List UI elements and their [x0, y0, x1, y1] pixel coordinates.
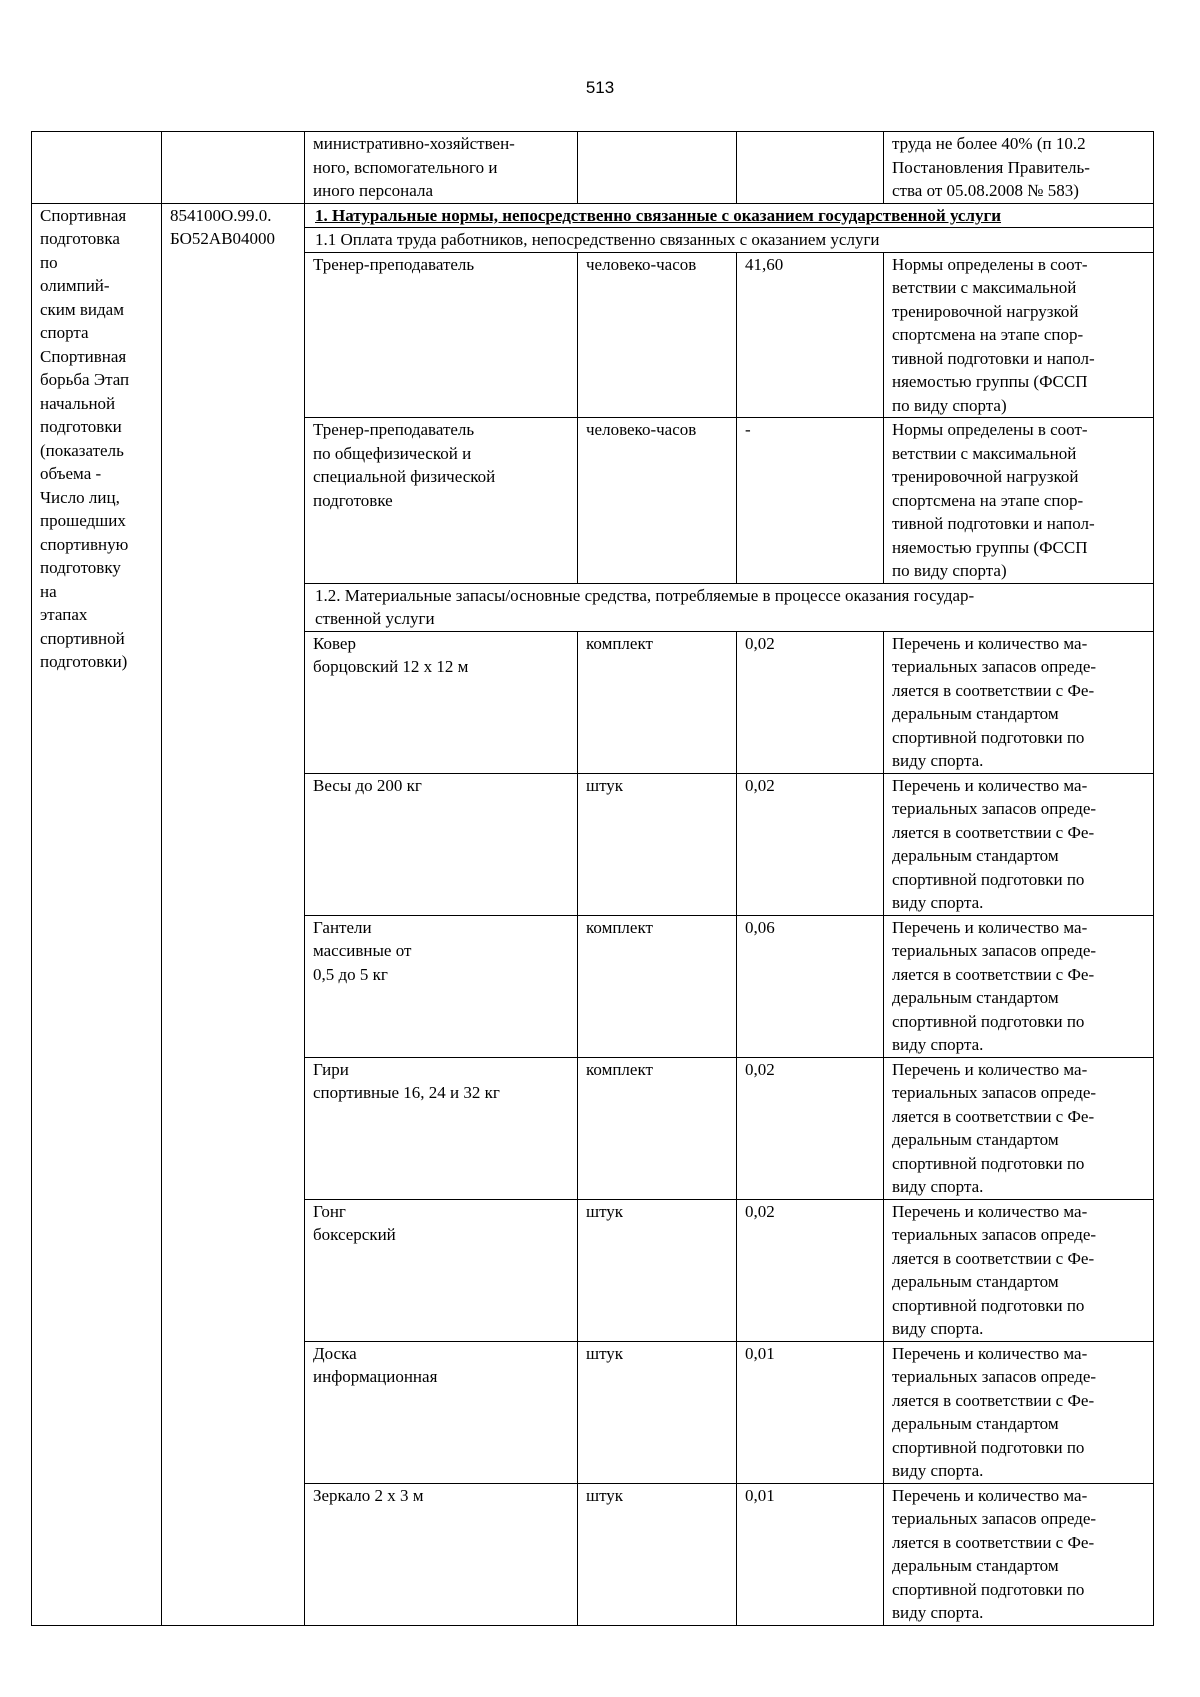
value-cell: 0,01: [737, 1483, 884, 1625]
note-cell: Перечень и количество ма- териальных запасов опреде- ляется в соответствии с Фе- деральным стандартом спортивной подготовки по виду спорта.: [884, 1483, 1154, 1625]
note-cell: труда не более 40% (п 10.2 Постановления Правитель- ства от 05.08.2008 № 583): [884, 132, 1154, 204]
unit-cell: штук: [578, 773, 737, 915]
unit-cell: штук: [578, 1199, 737, 1341]
norm-name-cell: Зеркало 2 х 3 м: [305, 1483, 578, 1625]
norm-name-cell: Тренер-преподаватель: [305, 252, 578, 418]
note-cell: Перечень и количество ма- териальных запасов опреде- ляется в соответствии с Фе- деральным стандартом спортивной подготовки по виду спорта.: [884, 915, 1154, 1057]
section-1-heading: 1. Натуральные нормы, непосредственно связанные с оказанием государственной услуги: [305, 203, 1154, 228]
value-cell: 0,06: [737, 915, 884, 1057]
norm-name-cell: Гонг боксерский: [305, 1199, 578, 1341]
unit-cell: человеко-часов: [578, 418, 737, 584]
note-cell: Перечень и количество ма- териальных запасов опреде- ляется в соответствии с Фе- деральным стандартом спортивной подготовки по виду спорта.: [884, 773, 1154, 915]
norm-name-cell: Доска информационная: [305, 1341, 578, 1483]
note-cell: Нормы определены в соот- ветствии с максимальной тренировочной нагрузкой спортсмена на этапе спор- тивной подготовки и напол- няемостью группы (ФССП по виду спорта): [884, 252, 1154, 418]
value-cell: -: [737, 418, 884, 584]
norms-table: [31, 131, 1154, 1626]
value-cell: 41,60: [737, 252, 884, 418]
norm-name-cell: Гири спортивные 16, 24 и 32 кг: [305, 1057, 578, 1199]
norm-name-cell: министративно-хозяйствен- ного, вспомогательного и иного персонала: [305, 132, 578, 204]
note-cell: Перечень и количество ма- териальных запасов опреде- ляется в соответствии с Фе- деральным стандартом спортивной подготовки по виду спорта.: [884, 1341, 1154, 1483]
value-cell: 0,02: [737, 773, 884, 915]
norm-name-cell: Весы до 200 кг: [305, 773, 578, 915]
norm-name-cell: Тренер-преподаватель по общефизической и специальной физической подготовке: [305, 418, 578, 584]
service-code-cell: 854100О.99.0. БО52АВ04000: [162, 203, 305, 1625]
table-row: [32, 132, 1154, 204]
service-name-cell: Спортивная подготовка по олимпий- ским видам спорта Спортивная борьба Этап начальной подготовки (показатель объема - Число лиц, прошедших спортивную подготовку на этапах спортивной подготовки): [32, 203, 162, 1625]
note-cell: Перечень и количество ма- териальных запасов опреде- ляется в соответствии с Фе- деральным стандартом спортивной подготовки по виду спорта.: [884, 1057, 1154, 1199]
norm-name-cell: Гантели массивные от 0,5 до 5 кг: [305, 915, 578, 1057]
note-cell: Перечень и количество ма- териальных запасов опреде- ляется в соответствии с Фе- деральным стандартом спортивной подготовки по виду спорта.: [884, 1199, 1154, 1341]
service-code-cell-empty: [162, 132, 305, 204]
section-1-1-heading: 1.1 Оплата труда работников, непосредственно связанных с оказанием услуги: [305, 228, 1154, 253]
section-1-2-heading: 1.2. Материальные запасы/основные средства, потребляемые в процессе оказания государ- ственной услуги: [305, 583, 1154, 631]
unit-cell: комплект: [578, 915, 737, 1057]
unit-cell: штук: [578, 1341, 737, 1483]
table-row: [32, 203, 1154, 228]
unit-cell: комплект: [578, 631, 737, 773]
unit-cell-empty: [578, 132, 737, 204]
value-cell-empty: [737, 132, 884, 204]
value-cell: 0,02: [737, 631, 884, 773]
value-cell: 0,01: [737, 1341, 884, 1483]
note-cell: Нормы определены в соот- ветствии с максимальной тренировочной нагрузкой спортсмена на этапе спор- тивной подготовки и напол- няемостью группы (ФССП по виду спорта): [884, 418, 1154, 584]
unit-cell: человеко-часов: [578, 252, 737, 418]
value-cell: 0,02: [737, 1057, 884, 1199]
norm-name-cell: Ковер борцовский 12 х 12 м: [305, 631, 578, 773]
note-cell: Перечень и количество ма- териальных запасов опреде- ляется в соответствии с Фе- деральным стандартом спортивной подготовки по виду спорта.: [884, 631, 1154, 773]
page-number: 513: [585, 78, 615, 97]
value-cell: 0,02: [737, 1199, 884, 1341]
unit-cell: комплект: [578, 1057, 737, 1199]
service-name-cell-empty: [32, 132, 162, 204]
unit-cell: штук: [578, 1483, 737, 1625]
